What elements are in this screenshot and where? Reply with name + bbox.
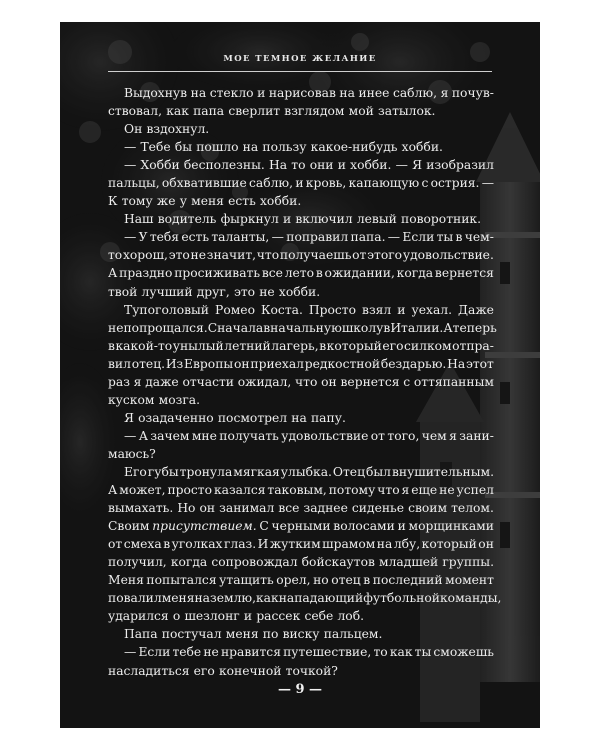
text-line: — У тебя есть таланты, — поправил папа. — Если ты в чем-: [124, 230, 494, 245]
header-rule: [108, 71, 492, 72]
text-line: Наш водитель фыркнул и включил левый поворотник.: [124, 212, 481, 227]
text-line: раз я даже отчасти ожидал, что он вернется с оттяпанным: [108, 374, 494, 389]
text-line: — Если тебе не нравится путешествие, то как ты сможешь: [124, 645, 494, 660]
text-line: куском мозга.: [108, 392, 201, 407]
text-line: К тому же у меня есть хобби.: [108, 194, 302, 209]
text-line: Его губы тронула мягкая улыбка. Отец был внушительным.: [124, 464, 494, 479]
text-line: твой лучший друг, это не хобби.: [108, 284, 321, 299]
text-line: Выдохнув на стекло и нарисовав на инее саблю, я почув-: [124, 86, 494, 100]
text-line: пальцы, обхватившие саблю, и кровь, капающую с острия. —: [108, 176, 494, 191]
text-line: Папа постучал меня по виску пальцем.: [124, 627, 383, 642]
text-line: А может, просто казался таковым, потому что я еще не успел: [108, 483, 494, 498]
text-line: повалил меня на землю, как нападающий футбольной команды,: [108, 591, 502, 606]
text-line: получил, когда сопровождал бойскаутов младшей группы.: [108, 555, 494, 570]
text-line: — Тебе бы пошло на пользу какое-нибудь хобби.: [124, 140, 443, 155]
text-line: А праздно просиживать все лето в ожидании, когда вернется: [108, 266, 494, 281]
text-line: ударился о шезлонг и рассек себе лоб.: [108, 609, 365, 624]
text-line: Своим присутствием. С черными волосами и морщинками: [108, 519, 494, 534]
text-line: ствовал, как папа сверлит взглядом мой затылок.: [108, 104, 436, 119]
text-line: насладиться его конечной точкой?: [108, 663, 338, 678]
running-header: МОЕ ТЕМНОЕ ЖЕЛАНИЕ: [223, 54, 377, 64]
text-line: от смеха в уголках глаз. И жутким шрамом на лбу, который он: [108, 537, 494, 552]
body-text: [108, 84, 502, 680]
text-line: не попрощался. Сначала в начальную школу в Италии. А теперь: [108, 320, 497, 335]
text-line: в какой-то унылый летний лагерь, в который его силком отпра-: [108, 338, 494, 353]
text-line: Я озадаченно посмотрел на папу.: [124, 410, 346, 425]
text-line: Меня попытался утащить орел, но отец в последний момент: [108, 573, 494, 588]
text-line: то хорош, это не значит, что получаешь от этого удовольствие.: [108, 248, 494, 263]
text-line: вил отец. Из Европы он приехал редкостной бездарью. На этот: [108, 356, 494, 371]
text-line: Он вздохнул.: [124, 122, 210, 137]
page-number: — 9 —: [277, 682, 323, 697]
text-line: Тупоголовый Ромео Коста. Просто взял и уехал. Даже: [124, 302, 494, 317]
text-line: маюсь?: [108, 446, 156, 461]
book-page: [60, 22, 540, 728]
text-line: — А зачем мне получать удовольствие от того, чем я зани-: [124, 428, 494, 443]
text-line: — Хобби бесполезны. На то они и хобби. — Я изобразил: [124, 158, 494, 173]
text-line: вымахать. Но он занимал все заднее сиденье своим телом.: [108, 501, 494, 516]
